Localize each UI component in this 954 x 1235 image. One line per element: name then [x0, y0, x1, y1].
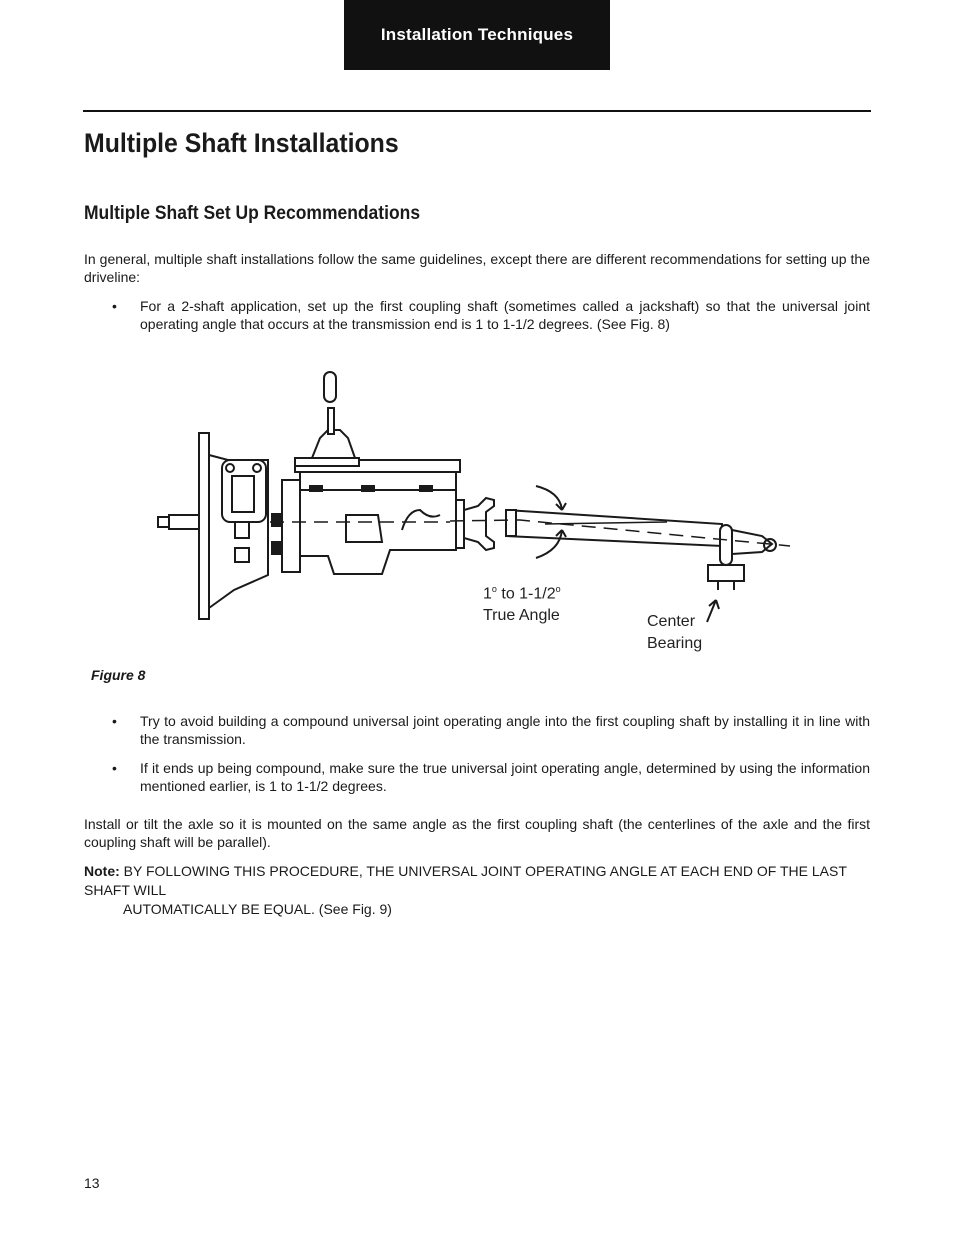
- angle-label: 1$^o$ to 1-1/2$^o$ True Angle: [483, 584, 561, 625]
- figure-caption: Figure 8: [91, 667, 146, 683]
- header-rule: [83, 110, 871, 112]
- section-subtitle: Multiple Shaft Set Up Recommendations: [84, 203, 421, 224]
- transmission-driveline-diagram: [150, 360, 800, 625]
- bullet-text: Try to avoid building a compound universal joint operating angle into the first coupling shaft by installing it in line with the transmission.: [140, 713, 870, 747]
- section-tab: [344, 0, 610, 70]
- note-line-2: AUTOMATICALLY BE EQUAL. (See Fig. 9): [123, 901, 392, 917]
- axle-paragraph: Install or tilt the axle so it is mounted on the same angle as the first coupling shaft (the centerlines of the axle and the first coupling shaft will be parallel).: [84, 816, 870, 850]
- list-item: [112, 759, 870, 795]
- list-item: [112, 712, 870, 748]
- intro-paragraph: In general, multiple shaft installations follow the same guidelines, except there are different recommendations for setting up the driveline:: [84, 251, 870, 285]
- note-paragraph: [84, 862, 870, 919]
- bullet-dot: •: [112, 760, 117, 776]
- center-bearing-label: Center Bearing: [647, 613, 703, 652]
- bullet-dot: •: [112, 298, 117, 314]
- note-line-1: BY FOLLOWING THIS PROCEDURE, THE UNIVERSAL JOINT OPERATING ANGLE AT EACH END OF THE LAST SHAFT WILL: [84, 863, 847, 898]
- page-title: Multiple Shaft Installations: [84, 128, 399, 158]
- section-tab-label: Installation Techniques: [380, 25, 574, 44]
- note-label: Note:: [84, 863, 120, 879]
- list-item: [112, 297, 870, 333]
- page-number: 13: [84, 1175, 100, 1191]
- bullet-text: If it ends up being compound, make sure the true universal joint operating angle, determined by using the information mentioned earlier, is 1 to 1-1/2 degrees.: [140, 760, 870, 794]
- bullet-text: For a 2-shaft application, set up the first coupling shaft (sometimes called a jackshaft) so that the universal joint operating angle that occurs at the transmission end is 1 to 1-1/2 degrees. (See Fig. 8): [140, 298, 870, 332]
- bullet-dot: •: [112, 713, 117, 729]
